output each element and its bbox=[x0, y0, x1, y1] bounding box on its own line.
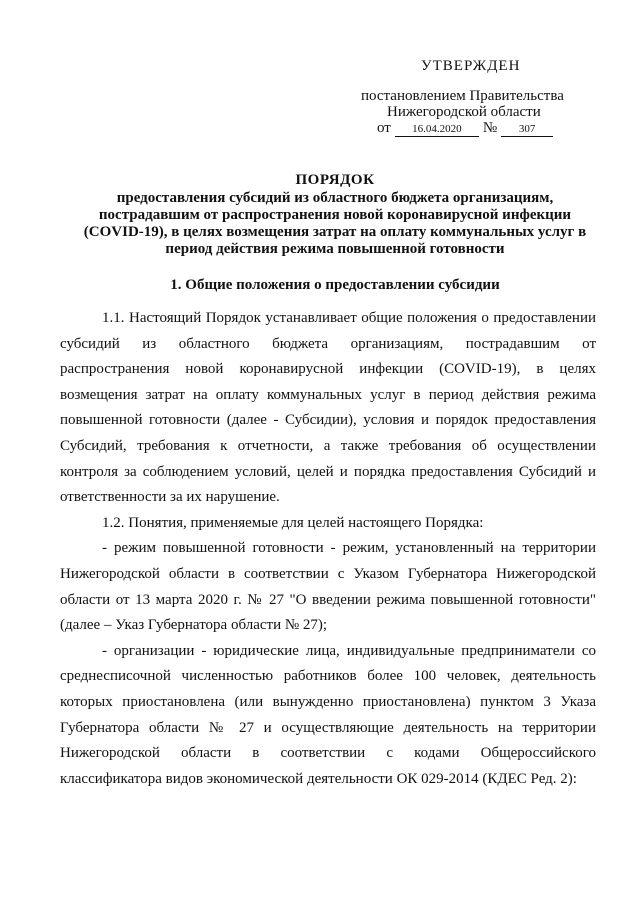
approval-line-1: постановлением Правительства bbox=[361, 88, 564, 104]
approval-from-label: от bbox=[377, 120, 391, 136]
approval-line-2: Нижегородской области bbox=[387, 104, 541, 120]
approval-date: 16.04.2020 bbox=[395, 123, 479, 137]
approval-number: 307 bbox=[501, 123, 553, 137]
document-subtitle: предоставления субсидий из областного бюджета организациям, пострадавшим от распространения новой коронавирусной инфекции (COVID-19), в целях возмещения затрат на оплату коммунальных услуг в период действия режима повышенной готовности bbox=[83, 190, 587, 257]
approval-number-label: № bbox=[482, 120, 498, 136]
paragraph: 1.2. Понятия, применяемые для целей настоящего Порядка: bbox=[102, 514, 484, 531]
approval-date-number-line bbox=[377, 120, 553, 137]
approval-heading: УТВЕРЖДЕН bbox=[421, 58, 521, 74]
paragraph: 1.1. Настоящий Порядок устанавливает общие положения о предоставлении субсидий из областного бюджета организациям, пострадавшим от распространения новой коронавирусной инфекции (COVID-19), в целях возмещения затрат на оплату коммунальных услуг в период действия режима повышенной готовности (далее - Субсидии), условия и порядок предоставления Субсидий, требования к отчетности, а также требования об осуществлении контроля за соблюдением условий, целей и порядка предоставления Субсидий и ответственности за их нарушение. bbox=[60, 310, 596, 506]
document-body bbox=[60, 306, 596, 792]
document-title: ПОРЯДОК bbox=[295, 172, 375, 188]
section-heading: 1. Общие положения о предоставлении субсидии bbox=[170, 277, 500, 293]
paragraph: - режим повышенной готовности - режим, установленный на территории Нижегородской области в соответствии с Указом Губернатора Нижегородской области от 13 марта 2020 г. № 27 "О введении режима повышенной готовности" (далее – Указ Губернатора области № 27); bbox=[60, 540, 596, 634]
paragraph: - организации - юридические лица, индивидуальные предприниматели со среднесписочной численностью работников более 100 человек, деятельность которых приостановлена (или вынужденно приостановлена) пунктом 3 Указа Губернатора области № 27 и осуществляющие деятельность на территории Нижегородской области в соответствии с кодами Общероссийского классификатора видов экономической деятельности ОК 029-2014 (КДЕС Ред. 2): bbox=[60, 642, 596, 787]
